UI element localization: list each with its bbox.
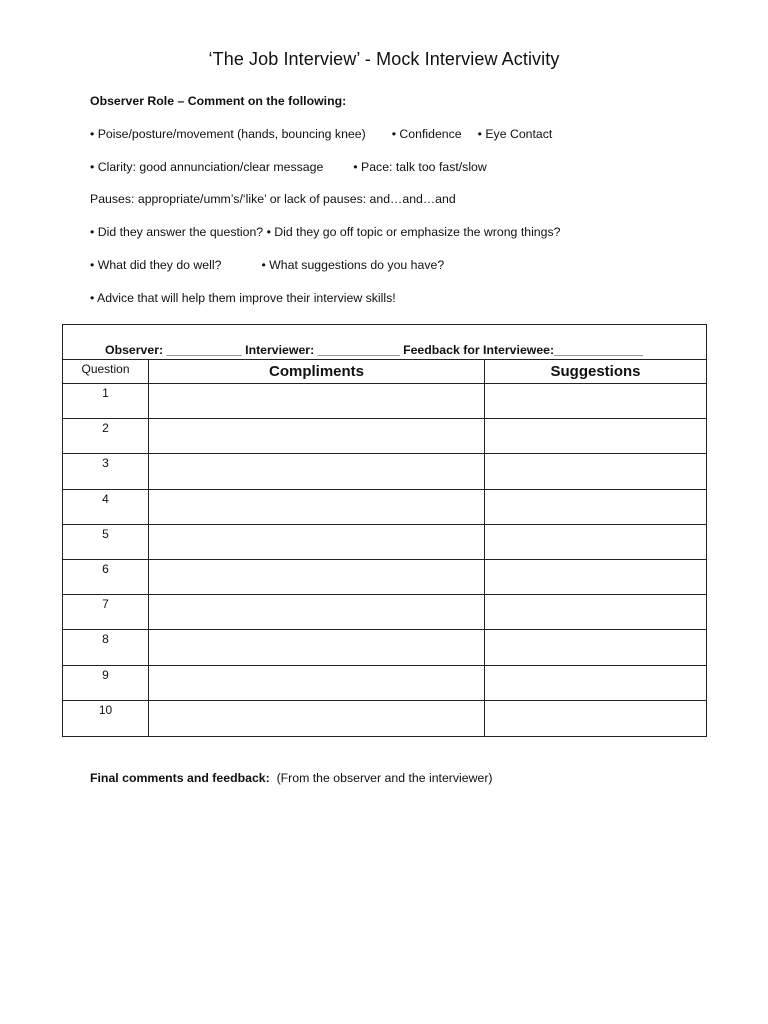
suggestions-cell[interactable] <box>485 595 706 629</box>
table-row <box>63 666 706 701</box>
column-header-row <box>63 360 706 384</box>
suggestions-cell[interactable] <box>485 630 706 664</box>
compliments-cell[interactable] <box>149 701 485 736</box>
suggestions-cell[interactable] <box>485 454 706 488</box>
table-row <box>63 419 706 454</box>
question-number: 7 <box>63 595 149 629</box>
table-row <box>63 454 706 489</box>
question-number: 9 <box>63 666 149 700</box>
instruction-line-well <box>90 256 444 274</box>
compliments-cell[interactable] <box>149 666 485 700</box>
suggestions-cell[interactable] <box>485 419 706 453</box>
suggestions-cell[interactable] <box>485 384 706 418</box>
compliments-cell[interactable] <box>149 630 485 664</box>
col-header-compliments: Compliments <box>149 360 485 383</box>
instruction-line-pauses <box>90 190 456 208</box>
final-comments-label: Final comments and feedback: <box>90 771 270 785</box>
question-number: 3 <box>63 454 149 488</box>
instruction-line-clarity <box>90 158 487 176</box>
suggestions-cell[interactable] <box>485 525 706 559</box>
bullet-eye-contact: • Eye Contact <box>477 127 553 141</box>
compliments-cell[interactable] <box>149 384 485 418</box>
compliments-cell[interactable] <box>149 560 485 594</box>
question-number: 6 <box>63 560 149 594</box>
observer-role-heading <box>90 92 346 110</box>
table-row <box>63 384 706 419</box>
question-number: 8 <box>63 630 149 664</box>
compliments-cell[interactable] <box>149 419 485 453</box>
bullet-poise: • Poise/posture/movement (hands, bouncing knee) <box>90 127 366 141</box>
table-row <box>63 595 706 630</box>
table-row <box>63 560 706 595</box>
advice-text: • Advice that will help them improve their interview skills! <box>90 291 396 305</box>
compliments-cell[interactable] <box>149 490 485 524</box>
bullet-confidence: • Confidence <box>391 127 462 141</box>
feedback-table <box>62 324 707 737</box>
table-row <box>63 525 706 560</box>
observer-role-heading-text: Observer Role – Comment on the following: <box>90 94 347 108</box>
question-number: 2 <box>63 419 149 453</box>
question-number: 5 <box>63 525 149 559</box>
compliments-cell[interactable] <box>149 454 485 488</box>
table-body <box>63 384 706 736</box>
col-header-question: Question <box>63 360 149 383</box>
suggestions-cell[interactable] <box>485 560 706 594</box>
question-number: 10 <box>63 701 149 736</box>
suggestions-cell[interactable] <box>485 490 706 524</box>
table-row <box>63 490 706 525</box>
table-row <box>63 630 706 665</box>
answer-question-text: • Did they answer the question? • Did they go off topic or emphasize the wrong things? <box>90 225 561 239</box>
final-comments-note: (From the observer and the interviewer) <box>276 771 493 785</box>
question-number: 1 <box>63 384 149 418</box>
question-number: 4 <box>63 490 149 524</box>
instruction-line-poise <box>90 125 552 143</box>
table-row <box>63 701 706 736</box>
observer-interviewer-line: Observer: ___________ Interviewer: ____________ Feedback for Interviewee:_____________ <box>105 343 644 357</box>
compliments-cell[interactable] <box>149 525 485 559</box>
suggestions-cell[interactable] <box>485 666 706 700</box>
bullet-pace: • Pace: talk too fast/slow <box>353 160 487 174</box>
suggestions-cell[interactable] <box>485 701 706 736</box>
col-header-suggestions: Suggestions <box>550 363 641 380</box>
bullet-clarity: • Clarity: good annunciation/clear message <box>90 160 324 174</box>
pauses-text: Pauses: appropriate/umm’s/‘like’ or lack of pauses: and…and…and <box>90 192 456 206</box>
bullet-do-well: • What did they do well? <box>90 258 222 272</box>
bullet-suggestions: • What suggestions do you have? <box>261 258 445 272</box>
compliments-cell[interactable] <box>149 595 485 629</box>
final-comments <box>90 769 493 787</box>
instruction-line-advice <box>90 289 396 307</box>
instruction-line-answer <box>90 223 560 241</box>
table-header-row <box>63 325 706 360</box>
page-title: ‘The Job Interview’ - Mock Interview Activity <box>208 49 560 69</box>
